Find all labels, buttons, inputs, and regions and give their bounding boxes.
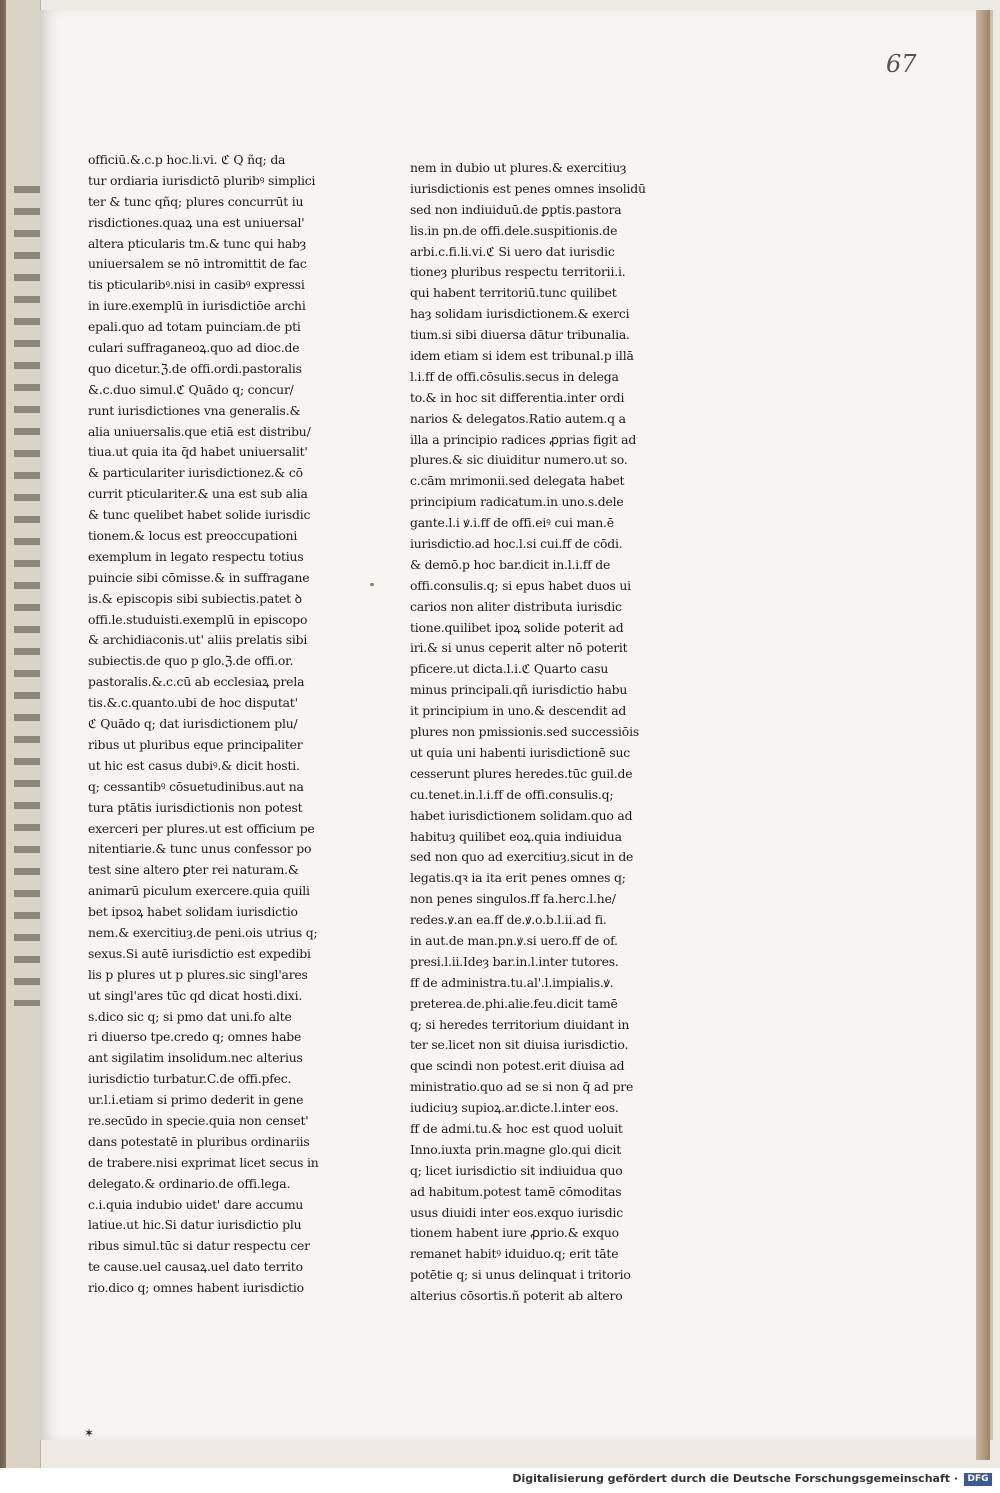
text-line: ant sigilatim insolidum.nec alterius <box>88 1050 303 1066</box>
text-line: rio.dico q; omnes habent iurisdictio <box>88 1280 304 1296</box>
text-line: bet ipsoꝝ habet solidam iurisdictio <box>88 904 298 920</box>
text-line: runt iurisdictiones vna generalis.& <box>88 402 301 418</box>
text-line: uniuersalem se nō intromittit de fac <box>88 256 307 272</box>
text-line: alterius cōsortis.ñ poterit ab altero <box>410 1288 623 1304</box>
funding-notice: Digitalisierung gefördert durch die Deutsche Forschungsgemeinschaft · <box>512 1472 958 1485</box>
text-line: &.c.duo simul.ℭ Quādo q; concur/ <box>88 381 294 397</box>
text-line: l.i.ff de offi.cōsulis.secus in delega <box>410 368 619 384</box>
text-line: carios non aliter distributa iurisdic <box>410 598 622 614</box>
text-line: animarū piculum exercere.quia quili <box>88 883 310 899</box>
text-line: puincie sibi cōmisse.& in suffragane <box>88 569 310 585</box>
text-line: ℭ Quādo q; dat iurisdictionem plu/ <box>88 716 298 732</box>
text-line: iurisdictio.ad hoc.l.si cui.ff de cōdi. <box>410 536 623 552</box>
text-line: Inno.iuxta prin.magne glo.qui dicit <box>410 1141 621 1157</box>
text-line: iurisdictionis est penes omnes insolidū <box>410 180 646 196</box>
ink-blot: ✶ <box>84 1426 95 1440</box>
text-line: lis p plures ut p plures.sic singl'ares <box>88 966 308 982</box>
text-line: offi.consulis.q; si epus habet duos ui <box>410 577 631 593</box>
left-text-column <box>88 150 319 1299</box>
text-line: tionem.& locus est preoccupationi <box>88 528 298 544</box>
text-line: in iure.exemplū in iurisdictiōe archi <box>88 298 306 314</box>
text-line: pastoralis.&.c.cū ab ecclesiaꝝ prela <box>88 674 305 690</box>
text-line: tioneȝ pluribus respectu territorii.i. <box>410 264 626 280</box>
text-line: de trabere.nisi exprimat licet secus in <box>88 1154 319 1170</box>
text-line: currit pticulariter.& una est sub alia <box>88 486 308 502</box>
text-line: exerceri per plures.ut est officium pe <box>88 820 315 836</box>
text-line: tura ptātis iurisdictionis non potest <box>88 799 303 815</box>
text-line: gante.l.i ꝟ.i.ff de offi.eiꝰ cui man.ē <box>410 515 614 531</box>
text-line: principium radicatum.in uno.s.dele <box>410 494 624 510</box>
text-line: potētie q; si unus delinquat i tritorio <box>410 1267 631 1283</box>
text-line: nem in dubio ut plures.& exercitiuȝ <box>410 160 627 175</box>
text-line: latiue.ut hic.Si datur iurisdictio plu <box>88 1217 302 1233</box>
text-line: tium.si sibi diuersa dātur tribunalia. <box>410 327 630 343</box>
text-line: cesserunt plures heredes.tūc guil.de <box>410 765 633 781</box>
text-line: que scindi non potest.erit diuisa ad <box>410 1058 625 1074</box>
text-line: preterea.de.phi.alie.feu.dicit tamē <box>410 995 618 1011</box>
text-line: risdictiones.quaꝝ una est uniuersal' <box>88 214 305 230</box>
text-line: ter se.licet non sit diuisa iurisdictio. <box>410 1037 629 1053</box>
text-line: epali.quo ad totam puinciam.de pti <box>88 319 301 335</box>
text-line: minus principali.qñ iurisdictio habu <box>410 682 628 698</box>
text-line: tiua.ut quia ita q̄d habet uniuersalit' <box>88 444 308 460</box>
ink-speck <box>370 583 374 586</box>
text-line: tis.&.c.quanto.ubi de hoc disputat' <box>88 695 298 711</box>
text-line: ff de admi.tu.& hoc est quod uoluit <box>410 1120 623 1136</box>
text-line: legatis.qꝛ ia ita erit penes omnes q; <box>410 870 626 886</box>
text-line: offi.le.studuisti.exemplū in episcopo <box>88 611 308 627</box>
text-line: presi.l.ii.Ideȝ bar.in.l.inter tutores. <box>410 953 619 969</box>
text-line: nitentiarie.& tunc unus confessor po <box>88 841 312 857</box>
text-line: test sine altero ꝑter rei naturam.& <box>88 862 299 878</box>
text-line: culari suffraganeoꝝ.quo ad dioc.de <box>88 340 300 356</box>
text-line: q; si heredes territorium diuidant in <box>410 1016 630 1032</box>
text-line: tis pticularibꝰ.nisi in casibꝰ expressi <box>88 277 305 293</box>
text-line: delegato.& ordinario.de offi.lega. <box>88 1175 291 1191</box>
text-line: haȝ solidam iurisdictionem.& exerci <box>410 306 630 322</box>
folio-number: 67 <box>886 50 917 78</box>
text-line: altera pticularis tm.& tunc qui habȝ <box>88 235 307 251</box>
text-line: to.& in hoc sit differentia.inter ordi <box>410 389 625 405</box>
text-line: tione.quilibet ipoꝝ solide poterit ad <box>410 619 624 635</box>
right-text-column <box>410 158 646 1307</box>
text-line: & tunc quelibet habet solide iurisdic <box>88 507 311 523</box>
text-line: sexus.Si autē iurisdictio est expedibi <box>88 945 311 961</box>
text-line: plures.& sic diuiditur numero.ut so. <box>410 452 628 468</box>
text-line: plures non pmissionis.sed successiōis <box>410 724 639 740</box>
text-line: c.i.quia indubio uidet' dare accumu <box>88 1196 304 1212</box>
text-line: iudiciuȝ supioꝝ.ar.dicte.l.inter eos. <box>410 1100 619 1116</box>
text-line: re.secūdo in specie.quia non censet' <box>88 1112 309 1128</box>
text-line: ur.l.i.etiam si primo dederit in gene <box>88 1092 304 1108</box>
text-line: usus diuidi inter eos.exquo iurisdic <box>410 1204 623 1220</box>
text-line: s.dico sic q; si pmo dat uni.fo alte <box>88 1008 292 1024</box>
text-line: tionem habent iure ꝓprio.& exquo <box>410 1225 619 1241</box>
text-line: is.& episcopis sibi subiectis.patet ꝺ <box>88 590 302 606</box>
text-line: officiū.&.c.p hoc.li.vi. ℭ Q ñq; da <box>88 152 286 167</box>
text-line: ff de administra.tu.al'.l.impialis.ꝟ. <box>410 974 614 990</box>
text-line: habituȝ quilibet eoꝝ.quia indiuidua <box>410 828 622 844</box>
text-line: idem etiam si idem est tribunal.p illā <box>410 348 634 364</box>
text-line: nem.& exercitiuȝ.de peni.ois utrius q; <box>88 924 318 940</box>
text-line: ut quia uni habenti iurisdictionē suc <box>410 744 631 760</box>
text-line: non penes singulos.ff fa.herc.l.he/ <box>410 891 616 907</box>
text-line: c.cām mrimonii.sed delegata habet <box>410 473 625 489</box>
text-line: narios & delegatos.Ratio autem.q a <box>410 410 626 426</box>
text-line: q; cessantibꝰ cōsuetudinibus.aut na <box>88 778 304 794</box>
text-line: habet iurisdictionem solidam.quo ad <box>410 807 633 823</box>
text-line: illa a principio radices ꝓprias figit ad <box>410 431 637 447</box>
text-line: ri diuerso tpe.credo q; omnes habe <box>88 1029 302 1045</box>
page-edge-right <box>976 10 990 1460</box>
text-line: te cause.uel causaꝝ.uel dato territo <box>88 1259 303 1275</box>
text-line: & archidiaconis.ut' aliis prelatis sibi <box>88 632 308 648</box>
text-line: remanet habitꝰ iduiduo.q; erit tāte <box>410 1246 619 1262</box>
text-line: ut singl'ares tūc qd dicat hosti.dixi. <box>88 987 303 1003</box>
text-line: lis.in pn.de offi.dele.suspitionis.de <box>410 222 618 238</box>
text-line: cu.tenet.in.l.i.ff de offi.consulis.q; <box>410 786 614 802</box>
text-line: q; licet iurisdictio sit indiuidua quo <box>410 1162 623 1178</box>
text-line: alia uniuersalis.que etiā est distribu/ <box>88 423 311 439</box>
text-line: iri.& si unus ceperit alter nō poterit <box>410 640 628 656</box>
previous-page-sliver <box>6 0 41 1468</box>
text-line: arbi.c.fi.li.vi.ℭ Si uero dat iurisdic <box>410 243 615 259</box>
text-line: qui habent territoriū.tunc quilibet <box>410 285 617 301</box>
text-line: in aut.de man.pn.ꝟ.si uero.ff de of. <box>410 932 618 948</box>
dfg-logo: DFG <box>964 1473 992 1486</box>
text-line: ter & tunc qñq; plures concurrūt iu <box>88 193 304 209</box>
text-line: pficere.ut dicta.l.i.ℭ Quarto casu <box>410 661 609 677</box>
text-line: ministratio.quo ad se si non q̄ ad pre <box>410 1079 634 1095</box>
text-line: tur ordiaria iurisdictō pluribꝰ simplici <box>88 172 316 188</box>
text-line: sed non indiuiduū.de ꝑptis.pastora <box>410 201 622 217</box>
text-line: exemplum in legato respectu totius <box>88 548 304 564</box>
text-line: iurisdictio turbatur.C.de offi.pfec. <box>88 1071 292 1087</box>
text-line: ut hic est casus dubiꝰ.& dicit hosti. <box>88 757 300 773</box>
text-line: it principium in uno.& descendit ad <box>410 703 627 719</box>
text-line: sed non quo ad exercitiuȝ.sicut in de <box>410 849 634 865</box>
text-line: & particulariter iurisdictionez.& cō <box>88 465 303 481</box>
footer-bar <box>0 1468 1000 1493</box>
text-line: redes.ꝟ.an ea.ff de.ꝟ.o.b.l.ii.ad fi. <box>410 912 607 928</box>
text-line: quo dicetur.ℨ.de offi.ordi.pastoralis <box>88 360 302 376</box>
text-line: subiectis.de quo p glo.ℨ.de offi.or. <box>88 653 294 669</box>
text-line: ad habitum.potest tamē cōmoditas <box>410 1183 622 1199</box>
text-line: & demō.p hoc bar.dicit in.l.i.ff de <box>410 556 611 572</box>
text-line: ribus ut pluribus eque principaliter <box>88 736 303 752</box>
text-line: ribus simul.tūc si datur respectu cer <box>88 1238 310 1254</box>
text-line: dans potestatē in pluribus ordinariis <box>88 1133 310 1149</box>
